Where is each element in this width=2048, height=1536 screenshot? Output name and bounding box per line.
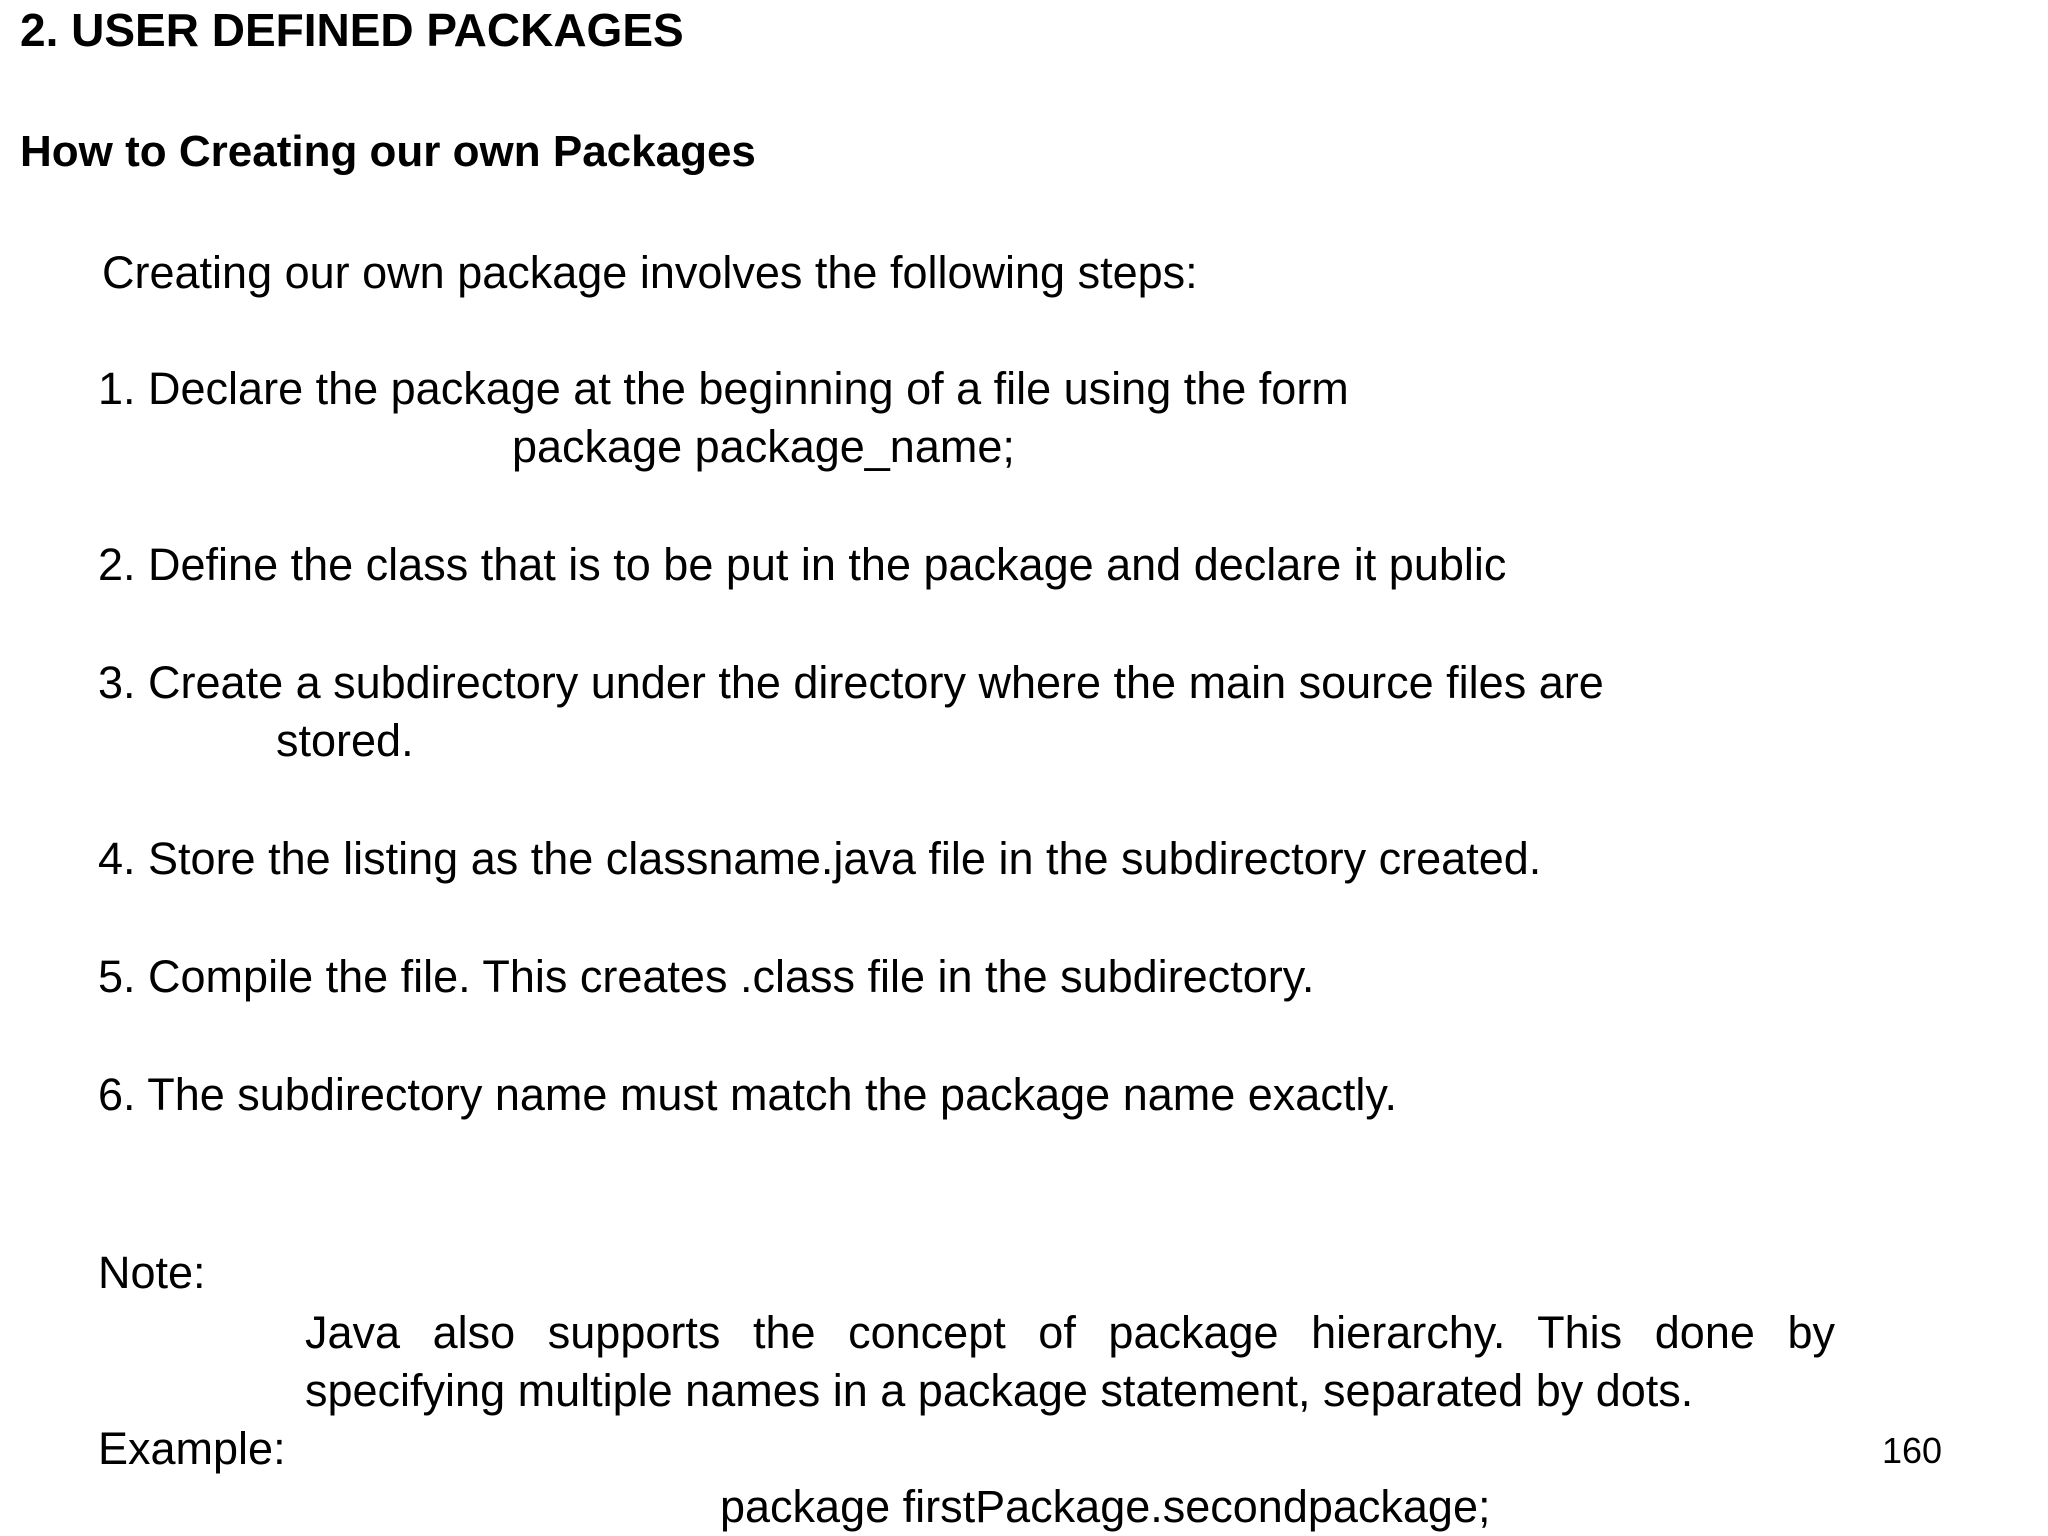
- note-line-2: specifying multiple names in a package statement, separated by dots.: [305, 1365, 1694, 1416]
- note-line-1: Java also supports the concept of package hierarchy. This done by: [305, 1307, 1835, 1358]
- example-label: Example:: [98, 1423, 286, 1474]
- section-subheading: How to Creating our own Packages: [20, 127, 756, 176]
- step-6-text: 6. The subdirectory name must match the package name exactly.: [98, 1069, 1397, 1120]
- step-3-continuation: stored.: [276, 715, 414, 766]
- step-2-text: 2. Define the class that is to be put in the package and declare it public: [98, 539, 1507, 590]
- page-heading: 2. USER DEFINED PACKAGES: [20, 4, 684, 56]
- step-4-text: 4. Store the listing as the classname.java file in the subdirectory created.: [98, 833, 1542, 884]
- step-5-text: 5. Compile the file. This creates .class file in the subdirectory.: [98, 951, 1315, 1002]
- step-3-text: 3. Create a subdirectory under the directory where the main source files are: [98, 657, 1604, 708]
- intro-text: Creating our own package involves the following steps:: [102, 247, 1198, 298]
- note-label: Note:: [98, 1247, 206, 1298]
- example-code: package firstPackage.secondpackage;: [720, 1481, 1491, 1532]
- page-number: 160: [1882, 1430, 1943, 1471]
- step-1-text: 1. Declare the package at the beginning of a file using the form: [98, 363, 1349, 414]
- step-1-code: package package_name;: [512, 421, 1015, 472]
